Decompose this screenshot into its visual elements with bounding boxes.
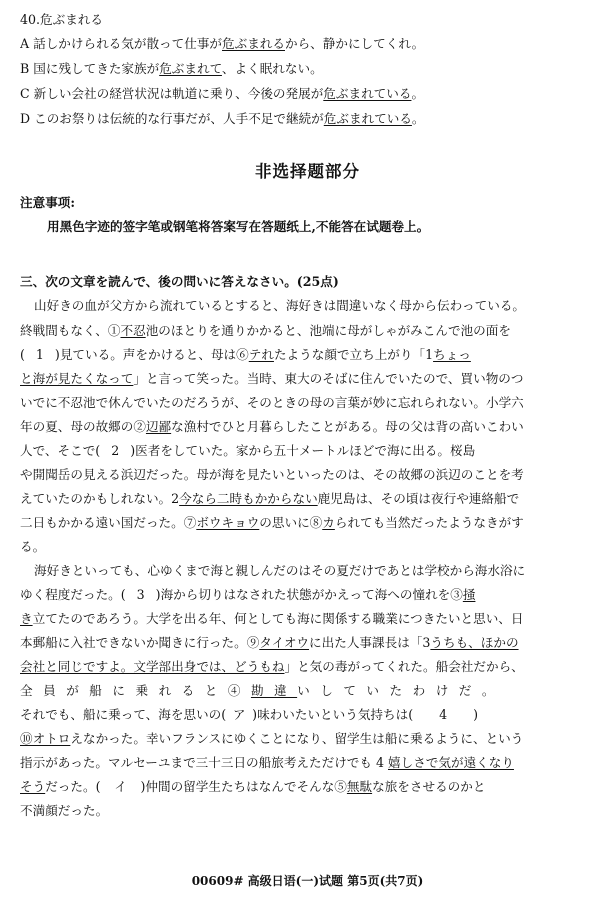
passage-line: そうだった。( イ )仲間の留学生たちはなんでそんな⑤無駄な旅をさせるのかと	[20, 779, 486, 794]
question-3-heading: 三、次の文章を読んで、後の問いに答えなさい。(25点)	[20, 274, 339, 289]
blank-number: 1	[35, 347, 44, 362]
notice-body: 用黑色字迹的签字笔或钢笔将答案写在答题纸上,不能答在试题卷上。	[47, 219, 430, 234]
q40-option-a-target: 危ぶまれる	[222, 36, 285, 51]
passage-line: 指示があった。マルセーユまで三十三日の船旅考えただけでも 4 嬉しさで気が遠くなり	[20, 755, 514, 770]
q40-option-b-target: 危ぶまれて	[159, 61, 222, 76]
blank-number: 4	[439, 707, 448, 722]
passage-line: 会社と同じですよ。文学部出身では、どうもね」と気の毒がってくれた。船会社だから、	[20, 659, 524, 674]
q40-option-c-target: 危ぶまれている	[323, 86, 412, 101]
underlined-word: カ	[322, 515, 335, 530]
underlined-phrase: そう	[20, 779, 46, 794]
passage-line: と海が見たくなって」と言って笑った。当時、東大のそばに住んでいたので、買い物のつ	[20, 371, 524, 386]
q40-option-b: B 国に残してきた家族が危ぶまれて、よく眠れない。	[20, 61, 323, 76]
blank-number: 3	[136, 587, 145, 602]
blank-letter: ア	[232, 707, 246, 722]
underlined-phrase: 今なら二時もかからない	[179, 491, 318, 506]
passage-line: いでに不忍池で休んでいたのだろうが、そのときの母の言葉が妙に忘れられない。小学六	[20, 395, 524, 410]
blank-number: 2	[111, 443, 120, 458]
passage-line: 不満顔だった。	[20, 803, 109, 818]
page-footer: 00609# 高级日语(一)试题 第5页(共7页)	[191, 874, 424, 888]
underlined-word: 勘違	[250, 683, 298, 698]
underlined-phrase: ちょっ	[433, 347, 471, 362]
passage-line: えていたのかもしれない。2今なら二時もかからない鹿児島は、その頃は夜行や連絡船で	[20, 491, 520, 506]
underlined-word: 不忍	[120, 323, 146, 338]
passage-line: 年の夏、母の故郷の②辺鄙な漁村でひと月暮らしたことがある。母の父は背の高いこわい	[20, 419, 524, 434]
passage-line: ( 1 )見ている。声をかけると、母は⑥テれたような顔で立ち上がり「1ちょっ	[20, 347, 471, 362]
q40-option-a: A 話しかけられる気が散って仕事が危ぶまれるから、静かにしてくれ。	[20, 36, 425, 51]
passage-line: き立てたのであろう。大学を出る年、何としても海に関係する職業につきたいと思い、日	[20, 611, 524, 626]
passage-line: る。	[20, 539, 46, 554]
passage-line: ⑩オトロえなかった。幸いフランスにゆくことになり、留学生は船に乗るように、という	[20, 731, 524, 746]
q40-option-d-target: 危ぶまれている	[323, 111, 412, 126]
underlined-phrase: うちも、ほかの	[430, 635, 519, 650]
passage-line: 本郵船に入社できないか聞きに行った。⑨タイオウに出た人事課長は「3うちも、ほかの	[20, 635, 519, 650]
underlined-phrase: と海が見たくなって	[20, 371, 134, 386]
underlined-word: ボウキョウ	[196, 515, 260, 530]
passage-line: 二日もかかる遠い国だった。⑦ボウキョウの思いに⑧カられても当然だったようなきがす	[20, 515, 524, 530]
underlined-word: 辺鄙	[145, 419, 172, 434]
blank-letter: イ	[114, 779, 127, 794]
q40-option-c: C 新しい会社の経営状況は軌道に乗り、今後の発展が危ぶまれている。	[20, 86, 425, 101]
passage-line: 海好きといっても、心ゆくまで海と親しんだのはその夏だけであとは学校から海水浴に	[34, 563, 526, 578]
passage-line: それでも、船に乗って、海を思いの( ア )味わいたいという気持ちは( 4 )	[20, 707, 479, 722]
q40-option-d: D このお祭りは伝統的な行事だが、人手不足で継続が危ぶまれている。	[20, 111, 425, 126]
section-title: 非选择题部分	[255, 162, 360, 181]
underlined-word: き	[20, 611, 33, 626]
underlined-word: 無駄	[346, 779, 373, 794]
passage-line: ゆく程度だった。( 3 )海から切りはなされた状態がかえって海への憧れを③掻	[20, 587, 476, 602]
passage-line: 人で、そこで( 2 )医者をしていた。家から五十メートルほどで海に出る。桜島	[20, 443, 476, 458]
q40-title: 40.危ぶまれる	[20, 12, 103, 27]
underlined-phrase: 会社と同じですよ。文学部出身では、どうもね	[20, 659, 285, 674]
underlined-word: テれ	[248, 347, 274, 362]
underlined-word: ⑩オトロ	[20, 731, 71, 746]
passage-line: や開聞岳の見える浜辺だった。母が海を見たいといったのは、その故郷の浜辺のことを考	[20, 467, 524, 482]
passage-line: 終戦間もなく、①不忍池のほとりを通りかかると、池端に母がしゃがみこんで池の面を	[20, 323, 511, 338]
passage-line: 山好きの血が父方から流れているとすると、海好きは間違いなく母から伝わっている。	[34, 298, 526, 313]
underlined-word: 掻	[462, 587, 476, 602]
underlined-word: タイオウ	[259, 635, 310, 650]
passage-line: 全員が船に乗れると④勘違いしていたわけだ。	[20, 683, 505, 698]
underlined-phrase: 嬉しさで気が遠くなり	[388, 755, 514, 770]
notice-heading: 注意事项:	[20, 195, 76, 210]
